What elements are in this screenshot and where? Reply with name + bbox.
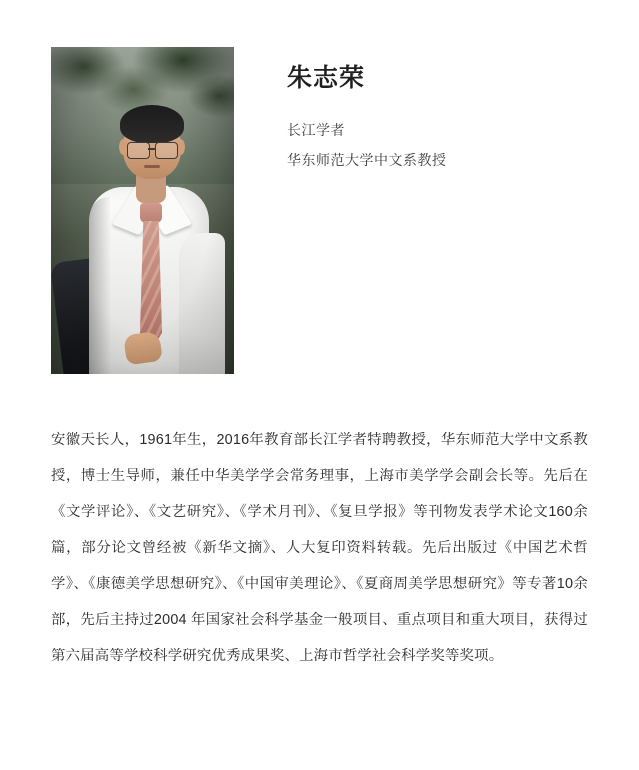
person-title-list (287, 115, 447, 175)
biography-section (51, 422, 588, 674)
person-name: 朱志荣 (287, 64, 366, 92)
portrait-photo (51, 47, 234, 374)
name-block (287, 47, 447, 175)
biography-paragraph: 安徽天长人，1961年生，2016年教育部长江学者特聘教授，华东师范大学中文系教授，博士生导师，兼任中华美学学会常务理事，上海市美学学会副会长等。先后在《文学评论》、《文艺研究》、《学术月刊》、《复旦学报》等刊物发表学术论文160余篇，部分论文曾经被《新华文摘》、人大复印资料转载。先后出版过《中国艺术哲学》、《康德美学思想研究》、《中国审美理论》、《夏商周美学思想研究》等专著10余部，先后主持过2004 年国家社会科学基金一般项目、重点项目和重大项目，获得过第六届高等学校科学研究优秀成果奖、上海市哲学社会科学奖等奖项。 (51, 432, 588, 664)
photo-vignette (51, 47, 234, 374)
person-title-2: 华东师范大学中文系教授 (287, 152, 447, 168)
person-title-1: 长江学者 (287, 122, 345, 138)
profile-header (51, 47, 591, 374)
